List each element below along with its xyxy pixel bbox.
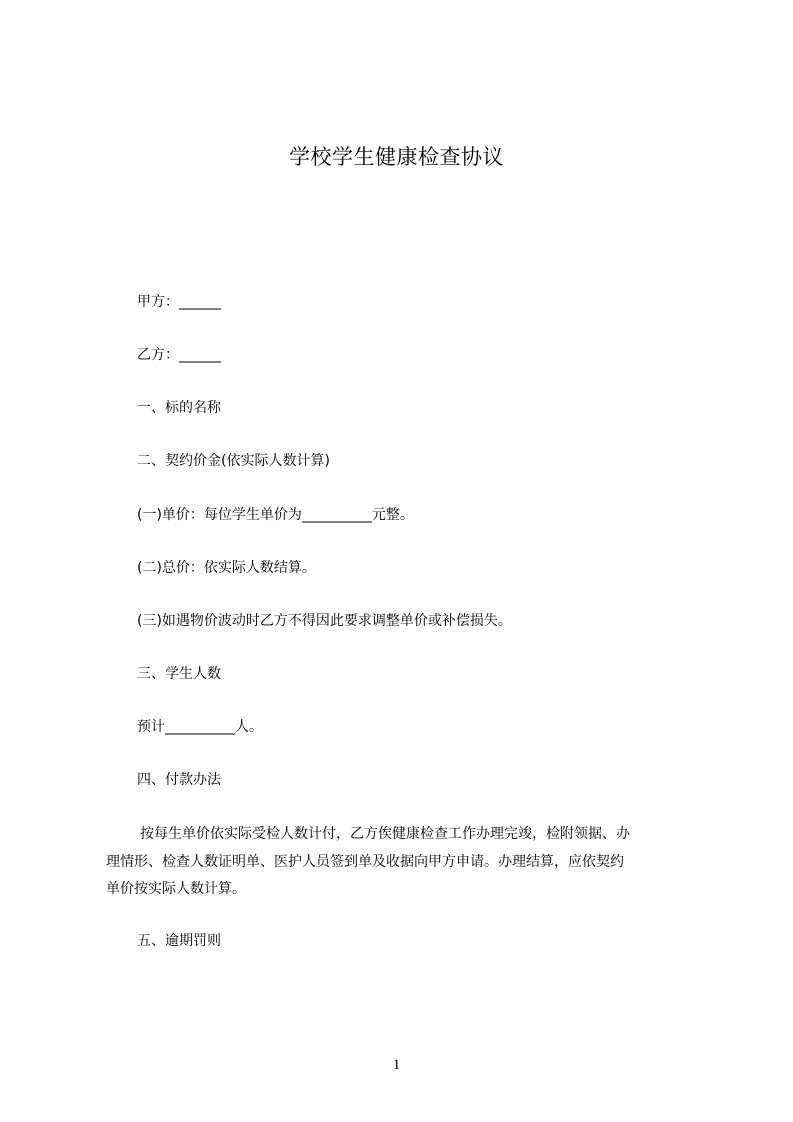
payment-paragraph-line-2: 理情形、检查人数证明单、医护人员签到单及收据向甲方申请。办理结算，应依契约 <box>106 854 624 870</box>
payment-paragraph-line-1: 按每生单价依实际受检人数计付，乙方俟健康检查工作办理完竣，检附领据、办 <box>140 826 630 842</box>
price-item-unit: (一)单价：每位学生单价为__________元整。 <box>137 507 414 523</box>
payment-paragraph-line-3: 单价按实际人数计算。 <box>106 881 246 897</box>
section-heading-penalty: 五、逾期罚则 <box>137 933 221 949</box>
party-a-line: 甲方：______ <box>137 294 221 310</box>
document-title: 学校学生健康检查协议 <box>289 145 504 169</box>
section-heading-price: 二、契约价金(依实际人数计算) <box>137 453 330 469</box>
price-item-total: (二)总价：依实际人数结算。 <box>137 560 316 576</box>
page-number: 1 <box>392 1057 401 1073</box>
price-item-fluctuation: (三)如遇物价波动时乙方不得因此要求调整单价或补偿损失。 <box>137 613 512 629</box>
section-heading-students: 三、学生人数 <box>137 666 221 682</box>
party-b-line: 乙方：______ <box>137 347 221 363</box>
student-estimate-line: 预计__________人。 <box>137 719 263 735</box>
section-heading-subject: 一、标的名称 <box>137 400 221 416</box>
section-heading-payment: 四、付款办法 <box>137 772 221 788</box>
